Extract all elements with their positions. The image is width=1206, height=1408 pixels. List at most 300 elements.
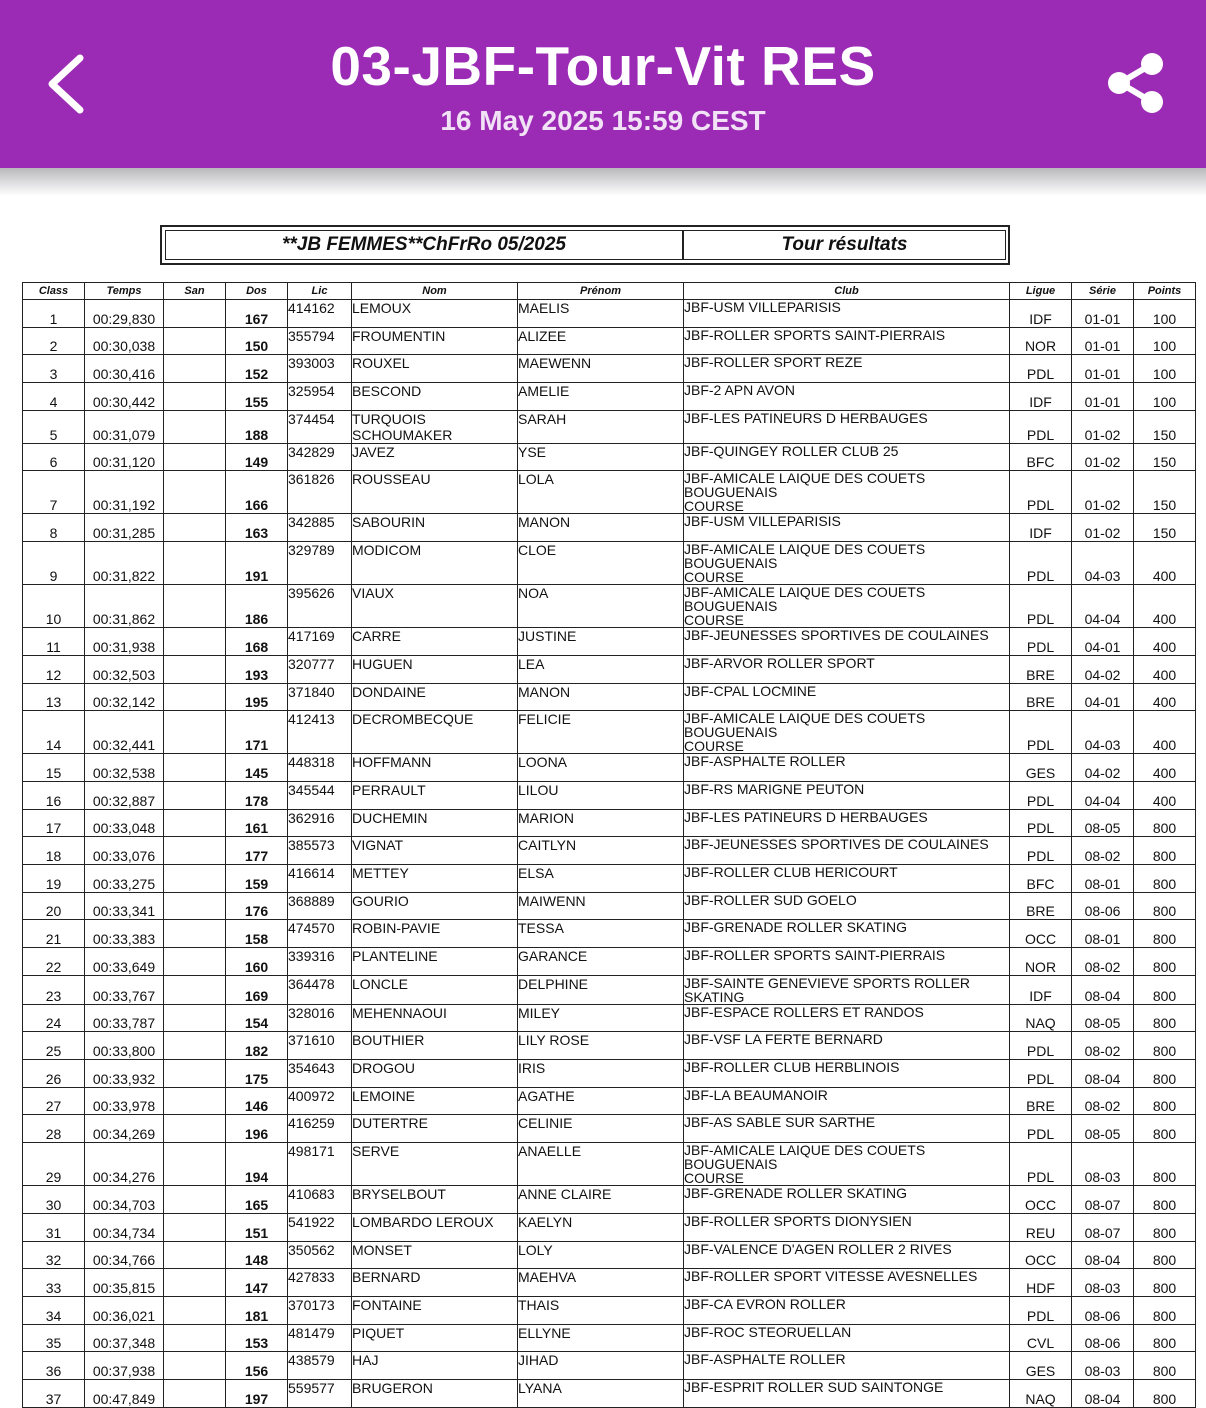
bib-cell: 150 [226,327,288,355]
bib-cell: 181 [226,1296,288,1324]
club-name: JBF-SAINTE GENEVIEVE SPORTS ROLLER SKATING [684,974,971,1005]
time-cell: 00:32,538 [85,754,164,782]
last-name-cell: BOUTHIER [352,1032,518,1060]
club-name: JBF-LA BEAUMANOIR [684,1086,828,1103]
licence-cell: 354643 [288,1060,352,1088]
club-name: JBF-CA EVRON ROLLER [684,1295,846,1312]
class-cell: 28 [23,1115,85,1143]
bib-cell: 169 [226,975,288,1004]
last-name-cell: HAJ [352,1352,518,1380]
club-name-continued: COURSE [684,612,744,629]
bib-cell: 145 [226,754,288,782]
table-row [23,1213,1196,1241]
points-cell: 400 [1134,542,1196,585]
club-cell [684,1213,1010,1241]
class-cell: 34 [23,1296,85,1324]
club-cell [684,443,1010,471]
points-cell: 800 [1134,1087,1196,1115]
league-cell: IDF [1010,383,1072,411]
first-name-cell: TESSA [518,920,684,948]
table-row [23,1032,1196,1060]
series-cell: 08-06 [1072,1296,1134,1324]
series-cell: 04-04 [1072,585,1134,628]
table-row [23,1379,1196,1407]
class-cell: 36 [23,1352,85,1380]
points-cell: 800 [1134,1324,1196,1352]
series-cell: 08-04 [1072,1241,1134,1269]
club-cell [684,514,1010,542]
club-name: JBF-CPAL LOCMINE [684,682,817,699]
san-cell [164,920,226,948]
first-name-cell: LEA [518,655,684,683]
first-name-cell: CELINIE [518,1115,684,1143]
league-cell: NOR [1010,948,1072,976]
first-name-cell: JUSTINE [518,628,684,656]
league-cell: GES [1010,1352,1072,1380]
time-cell: 00:36,021 [85,1296,164,1324]
column-header: Dos [226,283,288,300]
time-cell: 00:29,830 [85,300,164,328]
club-name: JBF-AS SABLE SUR SARTHE [684,1114,876,1131]
column-header: Club [684,283,1010,300]
last-name-cell: BESCOND [352,383,518,411]
club-name: JBF-GRENADE ROLLER SKATING [684,1185,908,1202]
san-cell [164,542,226,585]
points-cell: 100 [1134,383,1196,411]
time-cell: 00:33,787 [85,1004,164,1032]
licence-cell: 410683 [288,1186,352,1214]
league-cell: NAQ [1010,1379,1072,1407]
club-name: JBF-ASPHALTE ROLLER [684,1351,846,1368]
club-cell [684,585,1010,628]
club-name: JBF-ROLLER SPORT REZE [684,354,863,371]
time-cell: 00:33,767 [85,975,164,1004]
licence-cell: 329789 [288,542,352,585]
club-name: JBF-JEUNESSES SPORTIVES DE COULAINES [684,627,989,644]
club-name: JBF-ESPACE ROLLERS ET RANDOS [684,1003,924,1020]
first-name-cell: FELICIE [518,711,684,754]
time-cell: 00:37,938 [85,1352,164,1380]
bib-cell: 197 [226,1379,288,1407]
points-cell: 150 [1134,471,1196,514]
table-row [23,628,1196,656]
san-cell [164,1296,226,1324]
licence-cell: 328016 [288,1004,352,1032]
time-cell: 00:47,849 [85,1379,164,1407]
table-row [23,1269,1196,1297]
licence-cell: 414162 [288,300,352,328]
club-cell [684,837,1010,865]
club-cell [684,711,1010,754]
table-row [23,1324,1196,1352]
san-cell [164,327,226,355]
club-name: JBF-ROLLER SPORTS SAINT-PIERRAIS [684,326,946,343]
page-subtitle: 16 May 2025 15:59 CEST [440,105,766,136]
club-cell [684,1186,1010,1214]
series-cell: 08-05 [1072,1115,1134,1143]
class-cell: 29 [23,1143,85,1186]
league-cell: HDF [1010,1269,1072,1297]
last-name-cell: PERRAULT [352,781,518,809]
first-name-cell: JIHAD [518,1352,684,1380]
league-cell: BRE [1010,655,1072,683]
table-row [23,975,1196,1004]
league-cell: PDL [1010,1115,1072,1143]
document-header [160,225,1010,265]
last-name-cell: LEMOINE [352,1087,518,1115]
last-name-cell: DUTERTRE [352,1115,518,1143]
club-name-continued: COURSE [684,569,744,586]
table-row [23,542,1196,585]
bib-cell: 178 [226,781,288,809]
club-cell [684,1087,1010,1115]
san-cell [164,1269,226,1297]
class-cell: 18 [23,837,85,865]
bib-cell: 194 [226,1143,288,1186]
club-cell [684,1032,1010,1060]
last-name-cell: ROUSSEAU [352,471,518,514]
points-cell: 400 [1134,628,1196,656]
last-name-cell: CARRE [352,628,518,656]
club-cell [684,628,1010,656]
licence-cell: 438579 [288,1352,352,1380]
bib-cell: 147 [226,1269,288,1297]
points-cell: 800 [1134,975,1196,1004]
san-cell [164,892,226,920]
club-cell [684,920,1010,948]
points-cell: 400 [1134,585,1196,628]
points-cell: 100 [1134,327,1196,355]
table-row [23,864,1196,892]
club-cell [684,1352,1010,1380]
class-cell: 12 [23,655,85,683]
points-cell: 100 [1134,300,1196,328]
san-cell [164,443,226,471]
league-cell: PDL [1010,1032,1072,1060]
class-cell: 10 [23,585,85,628]
table-row [23,781,1196,809]
bib-cell: 163 [226,514,288,542]
licence-cell: 559577 [288,1379,352,1407]
league-cell: OCC [1010,1241,1072,1269]
series-cell: 04-02 [1072,754,1134,782]
first-name-cell: AMELIE [518,383,684,411]
table-row [23,1115,1196,1143]
first-name-cell: YSE [518,443,684,471]
bib-cell: 188 [226,410,288,443]
last-name-cell: HUGUEN [352,655,518,683]
last-name-cell: PLANTELINE [352,948,518,976]
league-cell: BFC [1010,443,1072,471]
club-cell [684,471,1010,514]
first-name-cell: ANAELLE [518,1143,684,1186]
time-cell: 00:33,932 [85,1060,164,1088]
san-cell [164,1241,226,1269]
bib-cell: 167 [226,300,288,328]
last-name-cell: HOFFMANN [352,754,518,782]
series-cell: 01-02 [1072,471,1134,514]
series-cell: 01-01 [1072,383,1134,411]
last-name-cell: METTEY [352,864,518,892]
points-cell: 150 [1134,410,1196,443]
licence-cell: 371610 [288,1032,352,1060]
first-name-cell: MAEWENN [518,355,684,383]
time-cell: 00:30,038 [85,327,164,355]
first-name-cell: ANNE CLAIRE [518,1186,684,1214]
club-name: JBF-AMICALE LAIQUE DES COUETS BOUGUENAIS [684,470,926,501]
league-cell: BRE [1010,683,1072,711]
column-header: San [164,283,226,300]
last-name-cell: DECROMBECQUE [352,711,518,754]
points-cell: 800 [1134,1296,1196,1324]
series-cell: 04-01 [1072,683,1134,711]
bib-cell: 171 [226,711,288,754]
licence-cell: 342885 [288,514,352,542]
time-cell: 00:31,079 [85,410,164,443]
points-cell: 400 [1134,711,1196,754]
series-cell: 01-01 [1072,300,1134,328]
first-name-cell: MAEHVA [518,1269,684,1297]
licence-cell: 474570 [288,920,352,948]
last-name-cell: MONSET [352,1241,518,1269]
club-name: JBF-ROLLER SUD GOELO [684,891,857,908]
last-name-cell: PIQUET [352,1324,518,1352]
points-cell: 400 [1134,754,1196,782]
series-cell: 08-05 [1072,809,1134,837]
club-cell [684,683,1010,711]
time-cell: 00:33,800 [85,1032,164,1060]
time-cell: 00:32,503 [85,655,164,683]
san-cell [164,1060,226,1088]
last-name-cell: JAVEZ [352,443,518,471]
club-name: JBF-AMICALE LAIQUE DES COUETS BOUGUENAIS [684,584,926,615]
class-cell: 27 [23,1087,85,1115]
column-header: Class [23,283,85,300]
series-cell: 04-02 [1072,655,1134,683]
san-cell [164,471,226,514]
class-cell: 13 [23,683,85,711]
san-cell [164,781,226,809]
bib-cell: 196 [226,1115,288,1143]
series-cell: 08-03 [1072,1269,1134,1297]
time-cell: 00:32,441 [85,711,164,754]
league-cell: PDL [1010,711,1072,754]
table-row [23,837,1196,865]
series-cell: 08-03 [1072,1352,1134,1380]
series-cell: 08-04 [1072,1060,1134,1088]
table-row [23,355,1196,383]
bib-cell: 159 [226,864,288,892]
club-name-continued: COURSE [684,738,744,755]
first-name-cell: ELSA [518,864,684,892]
bib-cell: 153 [226,1324,288,1352]
series-cell: 08-01 [1072,920,1134,948]
first-name-cell: ALIZEE [518,327,684,355]
licence-cell: 481479 [288,1324,352,1352]
column-header: Nom [352,283,518,300]
table-row [23,585,1196,628]
class-cell: 5 [23,410,85,443]
points-cell: 800 [1134,1379,1196,1407]
class-cell: 31 [23,1213,85,1241]
points-cell: 800 [1134,1241,1196,1269]
column-header: Ligue [1010,283,1072,300]
class-cell: 7 [23,471,85,514]
league-cell: OCC [1010,920,1072,948]
series-cell: 08-02 [1072,1087,1134,1115]
column-header: Prénom [518,283,684,300]
time-cell: 00:34,703 [85,1186,164,1214]
points-cell: 800 [1134,1032,1196,1060]
san-cell [164,355,226,383]
bib-cell: 158 [226,920,288,948]
time-cell: 00:33,275 [85,864,164,892]
share-icon [1100,50,1170,120]
league-cell: CVL [1010,1324,1072,1352]
club-cell [684,948,1010,976]
table-row [23,1060,1196,1088]
bib-cell: 160 [226,948,288,976]
first-name-cell: LILOU [518,781,684,809]
first-name-cell: DELPHINE [518,975,684,1004]
licence-cell: 541922 [288,1213,352,1241]
time-cell: 00:34,766 [85,1241,164,1269]
san-cell [164,948,226,976]
club-name: JBF-VSF LA FERTE BERNARD [684,1031,883,1048]
time-cell: 00:33,341 [85,892,164,920]
club-cell [684,355,1010,383]
last-name-cell: LONCLE [352,975,518,1004]
table-row [23,1186,1196,1214]
san-cell [164,975,226,1004]
class-cell: 8 [23,514,85,542]
bib-cell: 177 [226,837,288,865]
bib-cell: 154 [226,1004,288,1032]
san-cell [164,585,226,628]
header-shadow [0,168,1206,196]
club-name: JBF-JEUNESSES SPORTIVES DE COULAINES [684,836,989,853]
table-row [23,443,1196,471]
licence-cell: 355794 [288,327,352,355]
table-row [23,754,1196,782]
series-cell: 08-04 [1072,975,1134,1004]
points-cell: 150 [1134,443,1196,471]
licence-cell: 370173 [288,1296,352,1324]
first-name-cell: KAELYN [518,1213,684,1241]
series-cell: 08-01 [1072,864,1134,892]
bib-cell: 182 [226,1032,288,1060]
league-cell: BRE [1010,892,1072,920]
time-cell: 00:33,978 [85,1087,164,1115]
club-cell [684,1379,1010,1407]
first-name-cell: LOLY [518,1241,684,1269]
table-row [23,892,1196,920]
first-name-cell: MAIWENN [518,892,684,920]
class-cell: 3 [23,355,85,383]
bib-cell: 166 [226,471,288,514]
first-name-cell: AGATHE [518,1087,684,1115]
table-row [23,948,1196,976]
column-header: Points [1134,283,1196,300]
san-cell [164,514,226,542]
first-name-cell: GARANCE [518,948,684,976]
club-cell [684,1060,1010,1088]
club-name: JBF-ESPRIT ROLLER SUD SAINTONGE [684,1378,944,1395]
table-row [23,920,1196,948]
league-cell: PDL [1010,471,1072,514]
share-button[interactable] [1100,50,1170,120]
san-cell [164,1352,226,1380]
bib-cell: 161 [226,809,288,837]
bib-cell: 165 [226,1186,288,1214]
licence-cell: 374454 [288,410,352,443]
bib-cell: 191 [226,542,288,585]
points-cell: 800 [1134,809,1196,837]
time-cell: 00:31,938 [85,628,164,656]
san-cell [164,628,226,656]
san-cell [164,837,226,865]
licence-cell: 393003 [288,355,352,383]
series-cell: 01-02 [1072,514,1134,542]
time-cell: 00:31,120 [85,443,164,471]
club-cell [684,1241,1010,1269]
san-cell [164,864,226,892]
club-name: JBF-LES PATINEURS D HERBAUGES [684,808,928,825]
class-cell: 16 [23,781,85,809]
series-cell: 04-03 [1072,542,1134,585]
club-name: JBF-ROLLER SPORTS SAINT-PIERRAIS [684,947,946,963]
time-cell: 00:31,862 [85,585,164,628]
club-name: JBF-ROLLER CLUB HERBLINOIS [684,1059,900,1076]
class-cell: 17 [23,809,85,837]
san-cell [164,1032,226,1060]
last-name-cell: LOMBARDO LEROUX [352,1213,518,1241]
licence-cell: 325954 [288,383,352,411]
points-cell: 800 [1134,1115,1196,1143]
league-cell: PDL [1010,628,1072,656]
class-cell: 22 [23,948,85,976]
bib-cell: 151 [226,1213,288,1241]
licence-cell: 416259 [288,1115,352,1143]
licence-cell: 371840 [288,683,352,711]
club-name: JBF-ROC STEORUELLAN [684,1323,852,1340]
table-row [23,1143,1196,1186]
san-cell [164,383,226,411]
points-cell: 100 [1134,355,1196,383]
club-cell [684,1004,1010,1032]
league-cell: PDL [1010,1143,1072,1186]
class-cell: 4 [23,383,85,411]
table-row [23,711,1196,754]
bib-cell: 168 [226,628,288,656]
club-cell [684,410,1010,443]
table-row [23,410,1196,443]
san-cell [164,683,226,711]
last-name-cell: VIGNAT [352,837,518,865]
column-header: Lic [288,283,352,300]
licence-cell: 416614 [288,864,352,892]
time-cell: 00:34,734 [85,1213,164,1241]
licence-cell: 361826 [288,471,352,514]
san-cell [164,300,226,328]
licence-cell: 498171 [288,1143,352,1186]
licence-cell: 417169 [288,628,352,656]
bib-cell: 195 [226,683,288,711]
class-cell: 35 [23,1324,85,1352]
points-cell: 800 [1134,837,1196,865]
class-cell: 14 [23,711,85,754]
section-title: Tour résultats [683,230,1006,260]
